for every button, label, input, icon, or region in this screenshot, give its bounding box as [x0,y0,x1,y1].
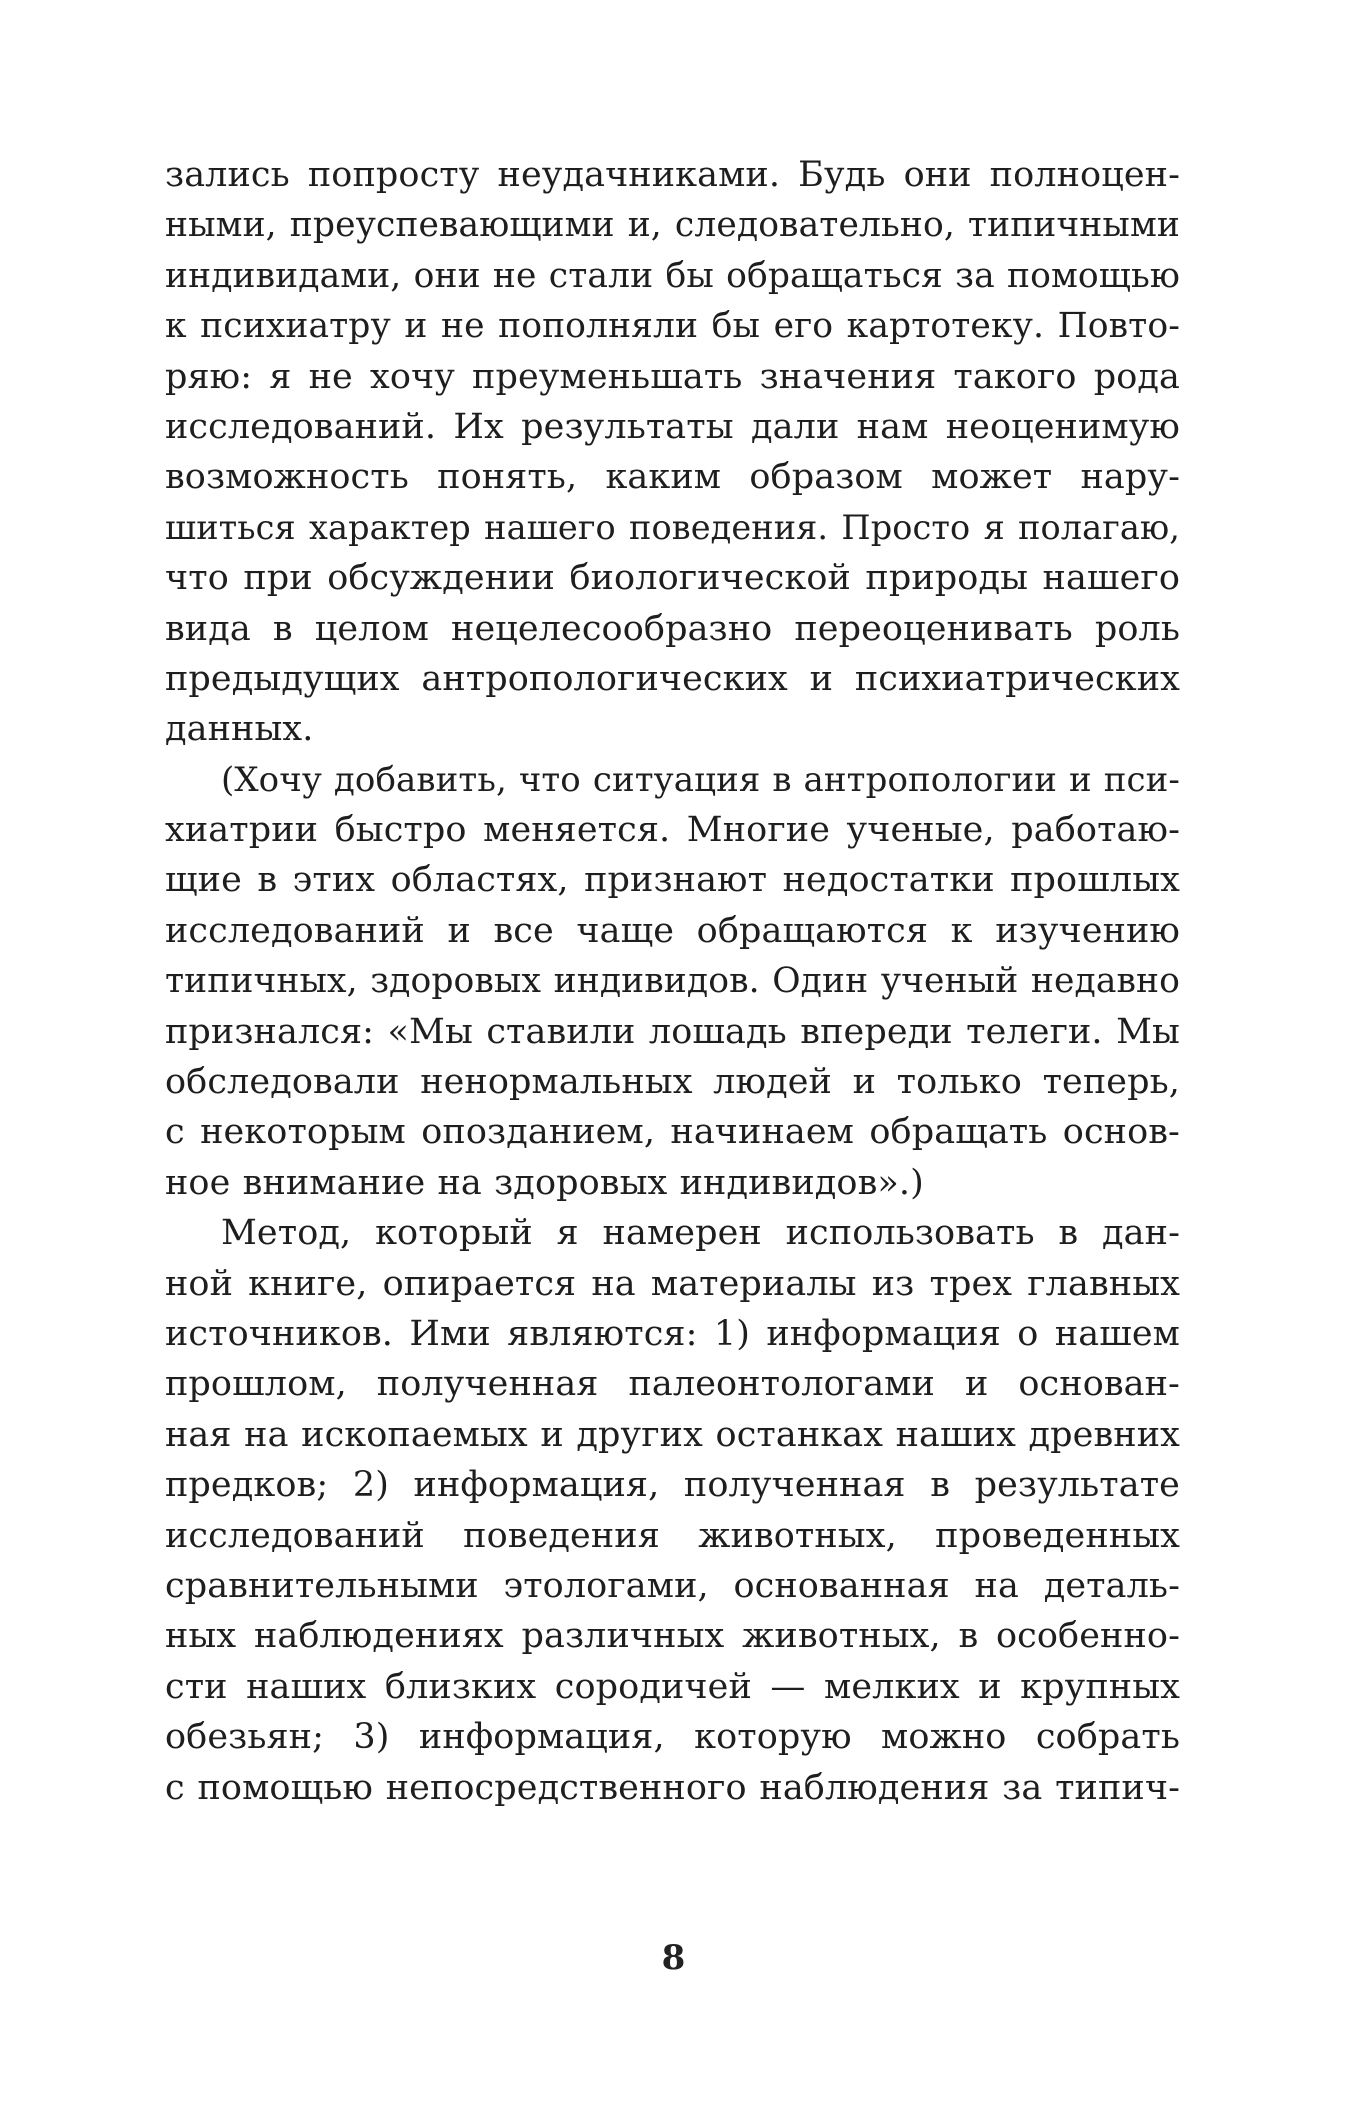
text-line: сти наших близких сородичей — мелких и крупных [165,1666,1180,1707]
text-line: предков; 2) информация, полученная в результате [165,1465,1180,1506]
text-line: исследований и все чаще обращаются к изучению [165,910,1180,951]
text-line: ными, преуспевающими и, следовательно, типичными [165,205,1180,246]
text-line: ных наблюдениях различных животных, в особенно- [165,1616,1180,1657]
text-line: данных. [165,709,314,750]
text-line: с помощью непосредственного наблюдения за типич- [165,1767,1180,1808]
text-line: типичных, здоровых индивидов. Один ученый недавно [165,961,1180,1002]
text-line: щие в этих областях, признают недостатки прошлых [165,860,1180,901]
text-line: что при обсуждении биологической природы нашего [165,558,1180,599]
paragraph-1 [165,150,1180,755]
text-line: возможность понять, каким образом может нару- [165,457,1180,498]
text-line: обследовали ненормальных людей и только теперь, [165,1062,1180,1103]
page-number: 8 [661,1938,686,1978]
text-line: признался: «Мы ставили лошадь впереди телеги. Мы [165,1011,1180,1052]
text-line: (Хочу добавить, что ситуация в антропологии и пси- [221,759,1180,800]
text-line: предыдущих антропологических и психиатрических [165,658,1180,699]
text-line: сравнительными этологами, основанная на деталь- [165,1565,1180,1606]
text-line: с некоторым опозданием, начинаем обращать основ- [165,1112,1180,1153]
text-line: исследований. Их результаты дали нам неоценимую [165,406,1180,447]
text-line: Метод, который я намерен использовать в дан- [221,1213,1180,1254]
text-line: ной книге, опирается на материалы из трех главных [165,1263,1180,1304]
text-line: ная на ископаемых и других останках наших древних [165,1414,1180,1455]
body-text [165,150,1180,1813]
text-line: шиться характер нашего поведения. Просто я полагаю, [165,507,1180,547]
text-line: зались попросту неудачниками. Будь они полноцен- [165,155,1180,195]
paragraph-3 [165,1208,1180,1813]
text-line: к психиатру и не пополняли бы его картотеку. Повто- [165,306,1180,347]
text-line: источников. Ими являются: 1) информация о нашем [165,1313,1180,1354]
text-line: индивидами, они не стали бы обращаться за помощью [165,255,1180,296]
text-line: прошлом, полученная палеонтологами и основан- [165,1364,1180,1405]
text-line: вида в целом нецелесообразно переоценивать роль [165,608,1180,649]
text-line: хиатрии быстро меняется. Многие ученые, работаю- [165,810,1180,851]
text-line: исследований поведения животных, проведенных [165,1515,1180,1556]
paragraph-2 [165,755,1180,1209]
text-line: ное внимание на здоровых индивидов».) [165,1162,924,1203]
text-line: обезьян; 3) информация, которую можно собрать [165,1717,1180,1758]
text-line: ряю: я не хочу преуменьшать значения такого рода [165,356,1180,397]
